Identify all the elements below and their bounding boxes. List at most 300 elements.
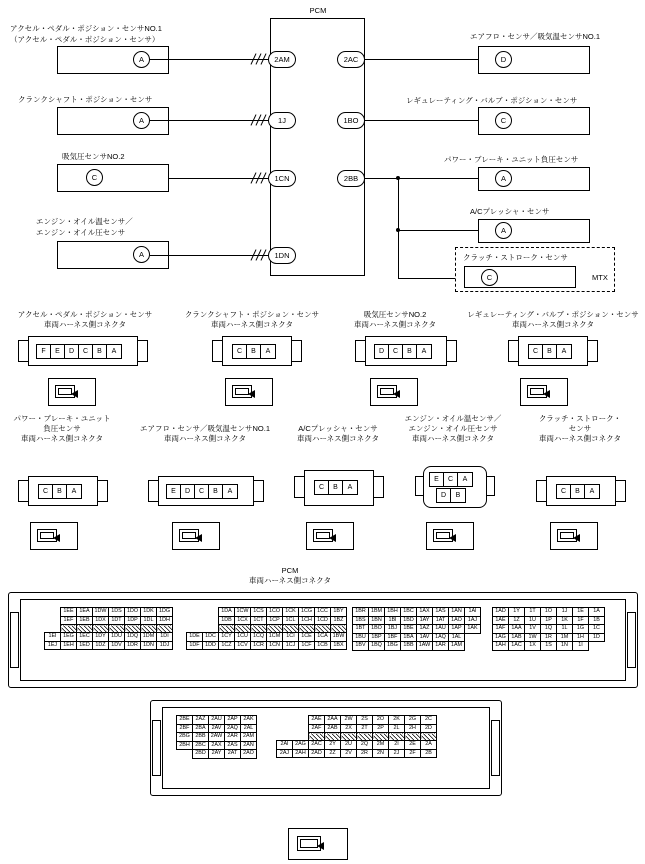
sensor-label-engine-oil-temp-pressure-line2: エンジン・オイル圧センサ (36, 228, 126, 237)
pcm-pin-cell: 1BE (401, 625, 417, 634)
pcm-pin-cell: 2H (405, 724, 421, 733)
connector-cells-clutch-stroke (556, 484, 600, 499)
sensor-label-clutch-stroke: クラッチ・ストローク・センサ (463, 253, 568, 262)
pcm-pin-cell: 1DN (141, 641, 157, 650)
connector-caption-ac-pressure-line1: A/Cプレッシャ・センサ (298, 424, 378, 433)
pcm-pin-cell: 2D (421, 724, 437, 733)
pcm-pin-cell: 1DV (109, 641, 125, 650)
pcm-pin-cell: 1B (589, 616, 605, 625)
pcm-pin-cell: 2M (373, 741, 389, 750)
pcm-connector-lower-right-tab (491, 720, 500, 776)
pcm-pin-cell: 1DP (125, 616, 141, 625)
pcm-pin-cell: 2W (341, 716, 357, 725)
pcm-pin-cell: 1AM (449, 642, 465, 651)
pcm-pin-cell: 1EA (77, 608, 93, 617)
pcm-pin-cell: 2AD (309, 749, 325, 758)
wire-ac-pressure (398, 230, 479, 231)
connector-cell: C (557, 485, 571, 498)
pcm-pin-cell: 1AP (449, 625, 465, 634)
pcm-pin-cell: 1CZ (219, 641, 235, 650)
connector-caption-crankshaft-line1: クランクシャフト・ポジション・センサ (184, 310, 320, 319)
pcm-pin-block-d (492, 607, 605, 651)
pcm-pin-cell: 1AD (493, 608, 509, 617)
pcm-pin-cell: 2AY (209, 750, 225, 759)
pcm-pin-cell: 1Y (509, 608, 525, 617)
plug-icon-accel-pedal (48, 378, 96, 406)
pcm-connector-upper-right-tab (627, 612, 636, 668)
pcm-pin-cell: 2AB (325, 724, 341, 733)
pcm-pin-cell: 1EJ (45, 641, 61, 650)
sensor-terminal-accel-pedal-position-no1: A (133, 51, 150, 68)
pcm-pin-cell-blank (309, 733, 325, 741)
pcm-connector-lower-left-tab (152, 720, 161, 776)
pcm-pin-cell: 1O (541, 608, 557, 617)
pcm-pin-cell: 1CC (315, 608, 331, 617)
plug-icon-regulating-valve (520, 378, 568, 406)
sensor-box-intake-air-pressure-no2 (57, 164, 169, 192)
pcm-pin-cell-blank (389, 733, 405, 741)
pcm-pin-cell: 2AJ (277, 749, 293, 758)
sensor-label-accel-pedal-position-no1-line2: （アクセル・ペダル・ポジション・センサ） (10, 35, 160, 44)
pcm-pin-cell: 2BA (193, 724, 209, 733)
pcm-pin-cell: 1AS (433, 608, 449, 617)
connector-cell: E (51, 345, 65, 358)
pcm-pin-cell: 1BH (385, 608, 401, 617)
pcm-pin-cell: 1AU (433, 625, 449, 634)
pcm-pin-cell: 1AC (509, 642, 525, 651)
connector-caption-accel-pedal-line2: 車両ハーネス側コネクタ (44, 320, 126, 329)
pcm-pin-2am: 2AM (268, 51, 296, 68)
connector-caption-clutch-stroke-line2: センサ (568, 424, 592, 433)
connector-cells-crankshaft (232, 344, 276, 359)
connector-caption-engine-oil-line2: エンジン・オイル圧センサ (408, 424, 498, 433)
pcm-pin-cell: 1AR (433, 642, 449, 651)
pcm-pin-cell: 1N (557, 642, 573, 651)
pcm-pin-cell: 1BX (331, 641, 347, 650)
pcm-pin-cell: 1BV (353, 642, 369, 651)
pcm-pin-cell: 2BF (177, 724, 193, 733)
pcm-pin-cell: 1DG (157, 608, 173, 617)
pcm-pin-cell: 1BT (353, 625, 369, 634)
connector-cell: B (571, 485, 585, 498)
pcm-pin-cell: 2AF (309, 724, 325, 733)
pcm-pin-cell: 1J (557, 608, 573, 617)
pcm-pin-cell: 1EI (45, 633, 61, 642)
pcm-pin-cell-blank (93, 625, 109, 633)
pcm-pin-cell-blank (331, 625, 347, 633)
pcm-pin-cell: 1DY (93, 633, 109, 642)
pcm-pin-cell: 1CB (315, 641, 331, 650)
pcm-pin-cell: 2AS (225, 741, 241, 750)
wire-2bb-trunk (365, 178, 479, 179)
pcm-pin-cell: 2O (373, 716, 389, 725)
pcm-pin-block-a (44, 607, 173, 650)
pcm-pin-block-b (186, 607, 347, 650)
pcm-pin-cell: 1DI (157, 633, 173, 642)
connector-cell: B (403, 345, 417, 358)
pcm-pin-cell: 2BC (193, 741, 209, 750)
pcm-pin-cell: 1BI (385, 616, 401, 625)
pcm-pin-cell: 2Q (357, 741, 373, 750)
pcm-pin-cell: 1Z (509, 616, 525, 625)
pcm-pin-cell: 2Z (325, 749, 341, 758)
pcm-label: PCM (309, 6, 327, 15)
connector-caption-intake-pressure-line1: 吸気圧センサNO.2 (363, 310, 427, 319)
pcm-pin-cell: 2I (389, 741, 405, 750)
pcm-pin-1j: 1J (268, 112, 296, 129)
pcm-pin-cell: 1AT (433, 616, 449, 625)
pcm-pin-cell: 1CE (299, 633, 315, 642)
connector-cell: B (53, 485, 67, 498)
pcm-pin-cell: 2AQ (225, 724, 241, 733)
pcm-pin-cell: 1DL (141, 616, 157, 625)
sensor-terminal-crankshaft-position: A (133, 112, 150, 129)
pcm-pin-cell: 1BA (401, 633, 417, 642)
pcm-pin-cell: 1AH (493, 642, 509, 651)
pcm-pin-cell: 1ED (77, 641, 93, 650)
pcm-pin-cell: 2BE (177, 716, 193, 725)
pcm-pin-cell: 2AZ (193, 716, 209, 725)
pcm-pin-cell: 1CP (267, 616, 283, 625)
connector-caption-air-flow-line2: 車両ハーネス側コネクタ (164, 434, 246, 443)
pcm-pin-cell: 2AH (293, 749, 309, 758)
pcm-pin-cell: 1AV (417, 633, 433, 642)
connector-cell: A (561, 348, 567, 355)
pcm-pin-cell: 2J (389, 749, 405, 758)
pcm-pin-cell: 1C (589, 625, 605, 634)
pcm-pin-cell: 1CX (235, 616, 251, 625)
pcm-pin-cell: 1CH (299, 616, 315, 625)
wire-accel-pedal-position-no1 (150, 59, 268, 60)
wire-air-flow-sensor (365, 59, 479, 60)
pcm-pin-cell-blank (283, 625, 299, 633)
pcm-pin-cell-blank (421, 733, 437, 741)
plug-icon-engine-oil (426, 522, 474, 550)
sensor-terminal-clutch-stroke: C (481, 269, 498, 286)
pcm-pin-cell-blank (267, 625, 283, 633)
pcm-pin-cell: 2AK (241, 716, 257, 725)
connector-cell: F (37, 345, 51, 358)
wire-crankshaft-position (150, 120, 268, 121)
sensor-label-regulating-valve-position: レギュレーティング・バルブ・ポジション・センサ (406, 96, 578, 105)
pcm-pin-cell: 1K (557, 616, 573, 625)
pcm-pin-cell: 1AY (417, 616, 433, 625)
pcm-pin-cell: 2AO (241, 750, 257, 759)
pcm-pin-cell: 1CF (299, 641, 315, 650)
plug-icon-air-flow (172, 522, 220, 550)
pcm-pin-cell: 1AO (449, 616, 465, 625)
connector-caption-regulating-valve-line2: 車両ハーネス側コネクタ (512, 320, 594, 329)
pcm-pin-cell: 1DB (219, 616, 235, 625)
pcm-pin-cell: 1CT (251, 616, 267, 625)
pcm-pin-cell-blank (61, 625, 77, 633)
pcm-pin-block-e (176, 715, 257, 759)
pcm-pin-cell: 1H (573, 633, 589, 642)
pcm-pin-cell: 1BZ (331, 616, 347, 625)
connector-cell: B (329, 481, 343, 494)
connector-caption-power-brake-line3: 車両ハーネス側コネクタ (21, 434, 103, 443)
pcm-pin-cell: 1BF (385, 633, 401, 642)
connector-cells-power-brake (38, 484, 82, 499)
sensor-terminal-intake-air-pressure-no2: C (86, 169, 103, 186)
connector-caption-crankshaft-line2: 車両ハーネス側コネクタ (211, 320, 293, 329)
pcm-pin-cell: 1A (589, 608, 605, 617)
pcm-pin-cell: 1EH (61, 641, 77, 650)
pcm-pin-cell: 1BD (401, 616, 417, 625)
pcm-pin-cell: 2AI (277, 741, 293, 750)
pcm-pin-cell: 1BM (369, 608, 385, 617)
pcm-pin-cell: 2AW (209, 733, 225, 742)
pcm-pin-cell: 1AQ (433, 633, 449, 642)
pcm-pin-cell: 2U (341, 741, 357, 750)
pcm-pin-cell: 1M (557, 633, 573, 642)
pcm-pin-cell: 1CU (235, 633, 251, 642)
pcm-pin-cell-blank (299, 625, 315, 633)
pcm-pin-cell: 1BW (331, 633, 347, 642)
connector-cell: C (529, 345, 543, 358)
connector-caption-intake-pressure-line2: 車両ハーネス側コネクタ (354, 320, 436, 329)
pcm-pin-cell: 1AL (449, 633, 465, 642)
pcm-pin-cell: 1DS (109, 608, 125, 617)
pcm-pin-cell: 1DH (157, 616, 173, 625)
plug-icon-clutch-stroke (550, 522, 598, 550)
connector-cell: A (265, 348, 271, 355)
pcm-pin-cell: 1DK (141, 608, 157, 617)
pcm-pin-cell: 2E (405, 741, 421, 750)
pcm-pin-cell: 1W (525, 633, 541, 642)
pcm-pin-cell-blank (357, 733, 373, 741)
pcm-pin-cell: 1CR (251, 641, 267, 650)
connector-caption-power-brake-line1: パワー・ブレーキ・ユニット (13, 414, 111, 423)
pcm-pin-cell: 1F (573, 616, 589, 625)
pcm-pin-1cn: 1CN (268, 170, 296, 187)
pcm-pin-cell: 1CD (315, 616, 331, 625)
pcm-pin-cell-blank (77, 625, 93, 633)
pcm-pin-cell-blank (405, 733, 421, 741)
pcm-pin-cell: 1DA (219, 608, 235, 617)
pcm-pin-cell: 2BG (177, 733, 193, 742)
pcm-pin-cell: 1AI (465, 608, 481, 617)
pcm-pin-2ac: 2AC (337, 51, 365, 68)
pcm-pin-cell: 2AM (241, 733, 257, 742)
connector-cells-ac-pressure (314, 480, 358, 495)
pcm-pin-cell: 1CK (283, 608, 299, 617)
pcm-pin-cell: 2C (421, 716, 437, 725)
pcm-pin-cell: 2AU (209, 716, 225, 725)
pcm-pin-cell: 2BD (193, 750, 209, 759)
pcm-pin-cell: 2X (341, 724, 357, 733)
pcm-pin-cell: 1CO (267, 608, 283, 617)
connector-cell: E (167, 485, 181, 498)
pcm-pin-cell: 1DM (141, 633, 157, 642)
pcm-pin-cell: 1EE (61, 608, 77, 617)
pcm-pin-cell: 2AV (209, 724, 225, 733)
pcm-pin-cell: 2AE (309, 716, 325, 725)
pcm-pin-cell: 1E (573, 608, 589, 617)
connector-cell: C (233, 345, 247, 358)
connector-cell: C (39, 485, 53, 498)
pcm-pin-cell: 2K (389, 716, 405, 725)
pcm-pin-cell: 1BU (353, 633, 369, 642)
pcm-pin-cell: 1CG (299, 608, 315, 617)
pcm-pin-cell-blank (373, 733, 389, 741)
connector-cell: A (227, 488, 233, 495)
pcm-pin-cell: 2AX (209, 741, 225, 750)
pcm-pin-cell: 1BG (385, 642, 401, 651)
pcm-pin-cell: 2N (373, 749, 389, 758)
connector-cells-accel-pedal (36, 344, 122, 359)
pcm-pin-cell: 1AG (493, 633, 509, 642)
connector-cell: B (455, 492, 461, 499)
connector-cell: B (93, 345, 107, 358)
pcm-pin-cell: 1AX (417, 608, 433, 617)
pcm-connector-title-line1: PCM (281, 566, 299, 575)
pcm-pin-cell: 2F (405, 749, 421, 758)
pcm-pin-1dn: 1DN (268, 247, 296, 264)
sensor-label-power-brake-unit-vacuum: パワー・ブレーキ・ユニット負圧センサ (444, 155, 579, 164)
pcm-pin-cell: 1P (541, 616, 557, 625)
mtx-label: MTX (592, 273, 608, 282)
pcm-pin-cell-blank (315, 625, 331, 633)
pcm-pin-cell: 1CM (267, 633, 283, 642)
connector-cell: C (444, 473, 458, 486)
pcm-pin-cell: 1AB (509, 633, 525, 642)
pcm-pin-cell: 1DD (203, 641, 219, 650)
connector-cell: A (347, 484, 353, 491)
pcm-pin-cell: 2T (357, 724, 373, 733)
connector-cell: C (79, 345, 93, 358)
connector-caption-clutch-stroke-line3: 車両ハーネス側コネクタ (539, 434, 621, 443)
pcm-pin-cell: 1CQ (251, 633, 267, 642)
pcm-pin-cell-blank (325, 733, 341, 741)
pcm-pin-cell: 1BB (401, 642, 417, 651)
pcm-pin-cell: 1AK (465, 625, 481, 634)
sensor-terminal-power-brake-unit-vacuum: A (495, 170, 512, 187)
pcm-pin-cell: 2P (373, 724, 389, 733)
pcm-pin-cell: 1D (589, 633, 605, 642)
pcm-pin-cell: 1I (573, 642, 589, 651)
pcm-pin-cell-blank (109, 625, 125, 633)
pcm-pin-cell: 1DE (187, 633, 203, 642)
pcm-pin-cell-blank (125, 625, 141, 633)
connector-cell: D (181, 485, 195, 498)
pcm-pin-cell: 1DJ (157, 641, 173, 650)
pcm-pin-cell: 1CY (219, 633, 235, 642)
pcm-pin-cell: 1DR (125, 641, 141, 650)
pcm-pin-cell: 2AG (293, 741, 309, 750)
connector-cell: D (375, 345, 389, 358)
connector-cell: C (315, 481, 329, 494)
connector-caption-regulating-valve-line1: レギュレーティング・バルブ・ポジション・センサ (467, 310, 639, 319)
pcm-pin-cell: 1DX (93, 616, 109, 625)
pcm-pin-cell: 2B (421, 749, 437, 758)
pcm-pin-cell: 1R (541, 633, 557, 642)
pcm-pin-cell: 1G (573, 625, 589, 634)
pcm-pin-cell: 1CL (283, 616, 299, 625)
pcm-pin-cell-blank (157, 625, 173, 633)
connector-cell: A (462, 476, 468, 483)
pcm-pin-cell: 2A (421, 741, 437, 750)
connector-caption-ac-pressure-line2: 車両ハーネス側コネクタ (297, 434, 379, 443)
connector-cells-air-flow (166, 484, 238, 499)
pcm-pin-cell-blank (219, 625, 235, 633)
pcm-pin-cell: 1CN (267, 641, 283, 650)
connector-cell: B (247, 345, 261, 358)
sensor-label-crankshaft-position: クランクシャフト・ポジション・センサ (18, 95, 153, 104)
pcm-pin-cell: 1U (525, 616, 541, 625)
pcm-pin-cell: 1BJ (385, 625, 401, 634)
pcm-pin-cell: 1V (525, 625, 541, 634)
wire-engine-oil-temp-pressure (150, 255, 268, 256)
pcm-pin-cell: 1DU (109, 633, 125, 642)
pcm-pin-cell: 1DF (187, 641, 203, 650)
pcm-pin-cell: 2Y (325, 741, 341, 750)
sensor-label-accel-pedal-position-no1-line1: アクセル・ペダル・ポジション・センサNO.1 (10, 24, 162, 33)
pcm-pin-block-f (276, 715, 437, 758)
sensor-terminal-ac-pressure: A (495, 222, 512, 239)
pcm-pin-cell: 1BN (369, 616, 385, 625)
pcm-pin-cell: 1BS (353, 616, 369, 625)
pcm-pin-cell: 2AT (225, 750, 241, 759)
connector-cell: B (543, 345, 557, 358)
plug-icon-intake-pressure (370, 378, 418, 406)
plug-icon-ac-pressure (306, 522, 354, 550)
pcm-pin-cell: 2S (357, 716, 373, 725)
pcm-pin-cell: 2AP (225, 716, 241, 725)
pcm-pin-cell: 2AR (225, 733, 241, 742)
sensor-terminal-air-flow-intake-temp-no1: D (495, 51, 512, 68)
connector-caption-engine-oil-line1: エンジン・オイル温センサ／ (404, 414, 502, 423)
pcm-pin-cell: 1AW (417, 642, 433, 651)
sensor-terminal-regulating-valve-position: C (495, 112, 512, 129)
connector-cells-regulating-valve (528, 344, 572, 359)
pcm-pin-cell: 1AA (509, 625, 525, 634)
pcm-pin-cell: 1BQ (369, 642, 385, 651)
pcm-pin-cell: 1T (525, 608, 541, 617)
pcm-pin-cell: 1EB (77, 616, 93, 625)
pcm-pin-cell: 1EC (77, 633, 93, 642)
pcm-pin-cell: 1BY (331, 608, 347, 617)
pcm-pin-cell: 1BR (353, 608, 369, 617)
connector-caption-power-brake-line2: 負圧センサ (43, 424, 81, 433)
plug-icon-crankshaft (225, 378, 273, 406)
pcm-connector-title-line2: 車両ハーネス側コネクタ (249, 576, 331, 585)
connector-cell: E (430, 473, 444, 486)
pcm-pin-cell: 1X (525, 642, 541, 651)
pcm-pin-cell: 1BO (369, 625, 385, 634)
sensor-label-air-flow-intake-temp-no1: エアフロ・センサ／吸気温センサNO.1 (470, 32, 601, 41)
pcm-pin-cell: 2AA (325, 716, 341, 725)
pcm-pin-cell: 1BC (401, 608, 417, 617)
pcm-pin-cell: 1EG (61, 633, 77, 642)
connector-cell: A (111, 348, 117, 355)
pcm-pin-cell: 2G (405, 716, 421, 725)
connector-cell: A (589, 488, 595, 495)
connector-caption-air-flow-line1: エアフロ・センサ／吸気温センサNO.1 (139, 424, 270, 433)
pcm-pin-cell: 2BH (177, 741, 193, 750)
pcm-pin-cell: 1AZ (417, 625, 433, 634)
connector-cell: D (437, 489, 451, 502)
sensor-terminal-engine-oil-temp-pressure: A (133, 246, 150, 263)
pcm-pin-cell: 1DQ (125, 633, 141, 642)
connector-cell: B (209, 485, 223, 498)
pcm-pin-cell: 2AC (309, 741, 325, 750)
connector-cell: C (195, 485, 209, 498)
pcm-pin-cell: 1AE (493, 616, 509, 625)
pcm-pin-cell: 1DT (109, 616, 125, 625)
pcm-pin-cell: 1DW (93, 608, 109, 617)
pcm-pin-cell: 1AN (449, 608, 465, 617)
